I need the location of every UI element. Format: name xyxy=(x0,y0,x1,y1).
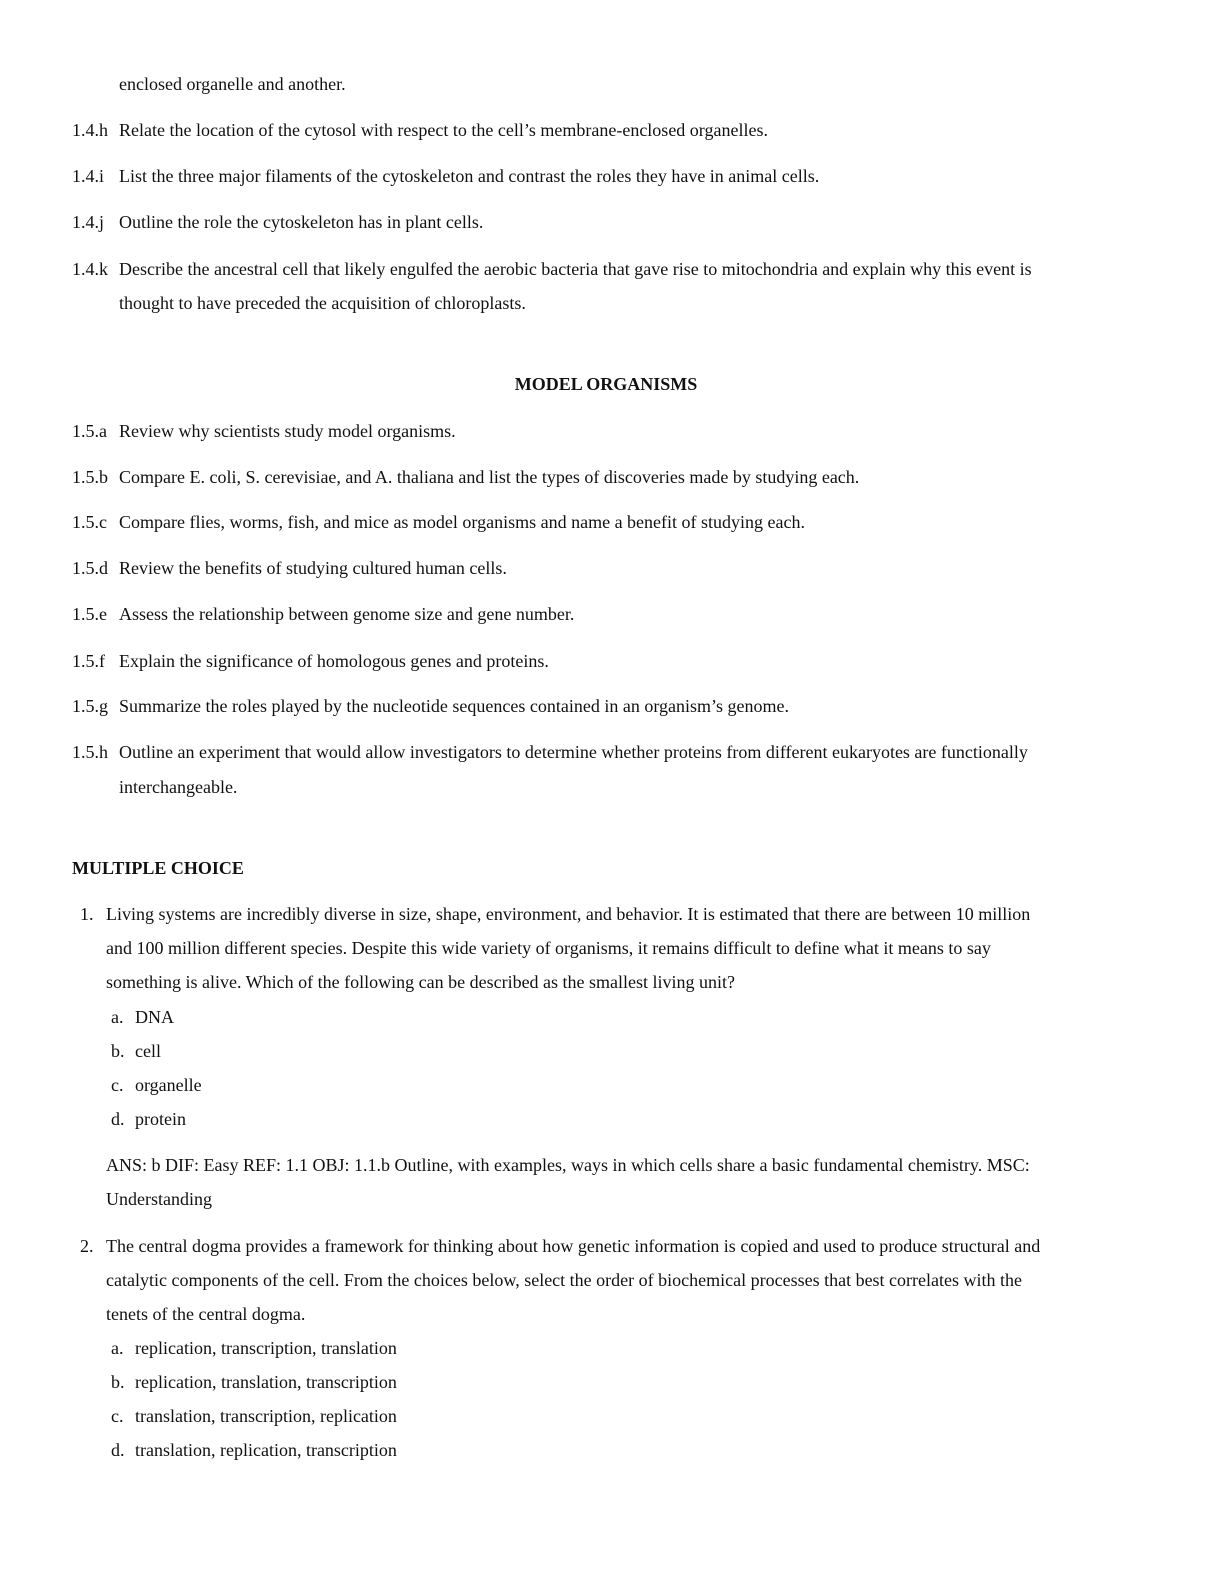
option-letter: b. xyxy=(111,1372,125,1392)
option-letter: d. xyxy=(111,1109,125,1129)
question-stem: and 100 million different species. Despite this wide variety of organisms, it remains difficult to define what it means to say xyxy=(106,938,991,958)
objective-text: Assess the relationship between genome size and gene number. xyxy=(119,604,575,624)
question-number: 2. xyxy=(80,1236,94,1256)
answer-key: Understanding xyxy=(106,1189,212,1209)
question-stem: something is alive. Which of the following can be described as the smallest living unit? xyxy=(106,972,736,992)
option-text: organelle xyxy=(135,1075,202,1095)
option-text: translation, replication, transcription xyxy=(135,1440,397,1460)
option-text: protein xyxy=(135,1109,186,1129)
question-stem: catalytic components of the cell. From the choices below, select the order of biochemical processes that best correlates with the xyxy=(106,1270,1023,1290)
option-letter: a. xyxy=(111,1007,124,1027)
option-letter: c. xyxy=(111,1075,124,1095)
objective-label: 1.5.h xyxy=(72,742,108,762)
option-letter: d. xyxy=(111,1440,125,1460)
objective-continuation: enclosed organelle and another. xyxy=(119,74,346,94)
objective-label: 1.4.i xyxy=(72,166,105,186)
answer-key: ANS: b DIF: Easy REF: 1.1 OBJ: 1.1.b Outline, with examples, ways in which cells share a basic fundamental chemistry. MSC: xyxy=(106,1155,1030,1175)
objective-text: Review the benefits of studying cultured human cells. xyxy=(119,558,507,578)
objective-label: 1.5.b xyxy=(72,467,108,487)
option-letter: c. xyxy=(111,1406,124,1426)
objective-label: 1.4.h xyxy=(72,120,108,140)
objective-text: Outline the role the cytoskeleton has in plant cells. xyxy=(119,212,484,232)
objective-text: Describe the ancestral cell that likely engulfed the aerobic bacteria that gave rise to mitochondria and explain why this event is xyxy=(119,259,1032,279)
option-text: replication, translation, transcription xyxy=(135,1372,397,1392)
objective-label: 1.5.d xyxy=(72,558,108,578)
option-text: cell xyxy=(135,1041,161,1061)
section-heading-model-organisms: MODEL ORGANISMS xyxy=(514,374,698,394)
objective-label: 1.4.k xyxy=(72,259,108,279)
option-letter: b. xyxy=(111,1041,125,1061)
objective-label: 1.5.g xyxy=(72,696,108,716)
objective-text: interchangeable. xyxy=(119,777,238,797)
question-stem: Living systems are incredibly diverse in size, shape, environment, and behavior. It is estimated that there are between 10 million xyxy=(106,904,1031,924)
objective-text: Summarize the roles played by the nucleotide sequences contained in an organism’s genome. xyxy=(119,696,789,716)
objective-text: Compare flies, worms, fish, and mice as model organisms and name a benefit of studying each. xyxy=(119,512,805,532)
objective-text: thought to have preceded the acquisition of chloroplasts. xyxy=(119,293,526,313)
objective-label: 1.5.f xyxy=(72,651,105,671)
objective-label: 1.5.a xyxy=(72,421,107,441)
objective-label: 1.5.c xyxy=(72,512,107,532)
question-number: 1. xyxy=(80,904,94,924)
objective-text: Review why scientists study model organisms. xyxy=(119,421,456,441)
option-text: replication, transcription, translation xyxy=(135,1338,397,1358)
question-stem: The central dogma provides a framework for thinking about how genetic information is copied and used to produce structural and xyxy=(106,1236,1041,1256)
option-text: DNA xyxy=(135,1007,174,1027)
objective-text: Relate the location of the cytosol with respect to the cell’s membrane-enclosed organelles. xyxy=(119,120,768,140)
objective-text: Explain the significance of homologous genes and proteins. xyxy=(119,651,549,671)
objective-label: 1.4.j xyxy=(72,212,105,232)
option-letter: a. xyxy=(111,1338,124,1358)
question-stem: tenets of the central dogma. xyxy=(106,1304,306,1324)
objective-label: 1.5.e xyxy=(72,604,107,624)
objective-text: Outline an experiment that would allow investigators to determine whether proteins from different eukaryotes are functionally xyxy=(119,742,1028,762)
option-text: translation, transcription, replication xyxy=(135,1406,397,1426)
objective-text: Compare E. coli, S. cerevisiae, and A. thaliana and list the types of discoveries made by studying each. xyxy=(119,467,860,487)
section-heading-multiple-choice: MULTIPLE CHOICE xyxy=(72,858,244,878)
objective-text: List the three major filaments of the cytoskeleton and contrast the roles they have in animal cells. xyxy=(119,166,820,186)
